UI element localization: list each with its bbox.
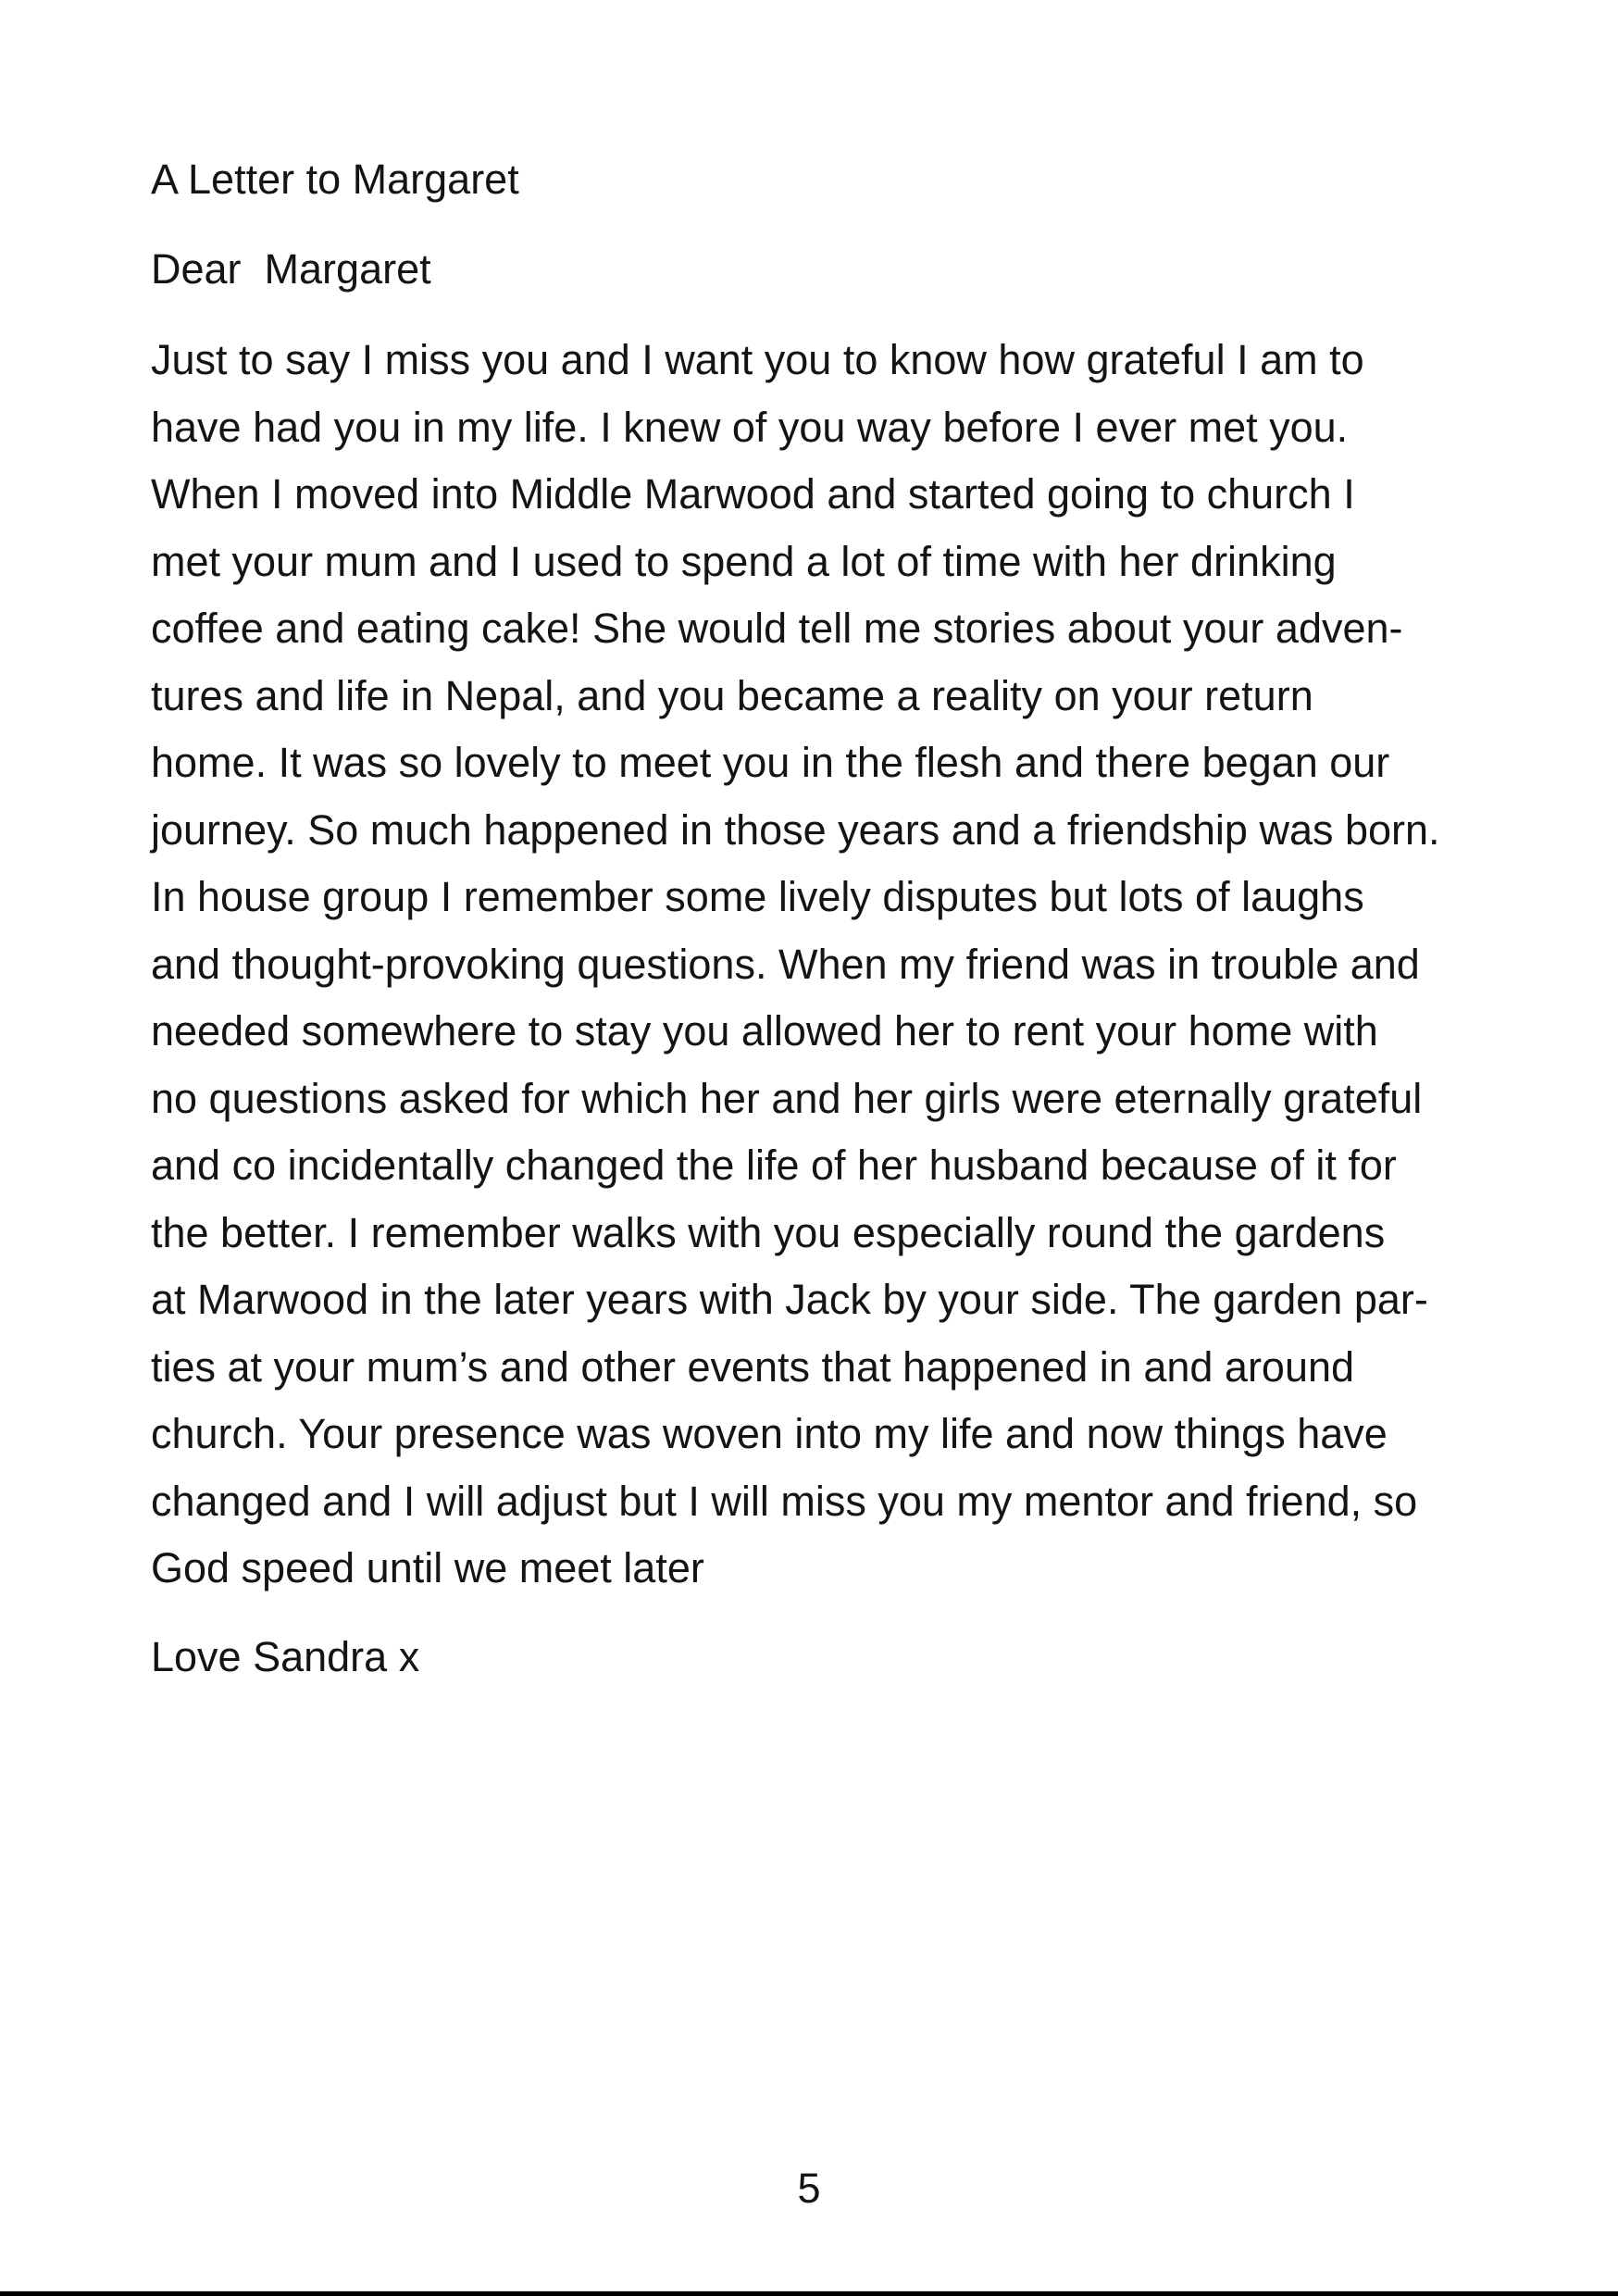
body-line: In house group I remember some lively disputes but lots of laughs: [151, 873, 1364, 920]
body-line: have had you in my life. I knew of you way before I ever met you.: [151, 403, 1349, 451]
body-line: and thought-provoking questions. When my friend was in trouble and: [151, 940, 1420, 988]
body-line: When I moved into Middle Marwood and started going to church I: [151, 470, 1355, 518]
body-line: God speed until we meet later: [151, 1544, 704, 1591]
body-line: changed and I will adjust but I will miss you my mentor and friend, so: [151, 1477, 1418, 1525]
body-line: and co incidentally changed the life of her husband because of it for: [151, 1142, 1397, 1189]
body-line: Just to say I miss you and I want you to know how grateful I am to: [151, 336, 1364, 383]
body-line: no questions asked for which her and her girls were eternally grateful: [151, 1074, 1423, 1122]
body-line: coffee and eating cake! She would tell me stories about your adven-: [151, 605, 1403, 652]
letter-salutation: Dear Margaret: [151, 245, 431, 293]
letter-body: [151, 327, 1440, 1603]
scan-edge-artifact: [0, 2291, 1618, 2296]
letter-title: A Letter to Margaret: [151, 156, 519, 203]
body-line: journey. So much happened in those years and a friendship was born.: [151, 805, 1440, 854]
body-line: church. Your presence was woven into my life and now things have: [151, 1410, 1388, 1457]
body-line: home. It was so lovely to meet you in the flesh and there began our: [151, 739, 1390, 786]
body-line: at Marwood in the later years with Jack by your side. The garden par-: [151, 1276, 1428, 1323]
body-line: the better. I remember walks with you especially round the gardens: [151, 1208, 1386, 1256]
body-line: needed somewhere to stay you allowed her to rent your home with: [151, 1007, 1378, 1054]
body-line: tures and life in Nepal, and you became a reality on your return: [151, 671, 1313, 719]
page-number: 5: [797, 2165, 821, 2212]
body-line: ties at your mum’s and other events that happened in and around: [151, 1342, 1355, 1391]
body-line: met your mum and I used to spend a lot of time with her drinking: [151, 537, 1337, 585]
letter-signoff: Love Sandra x: [151, 1633, 420, 1680]
